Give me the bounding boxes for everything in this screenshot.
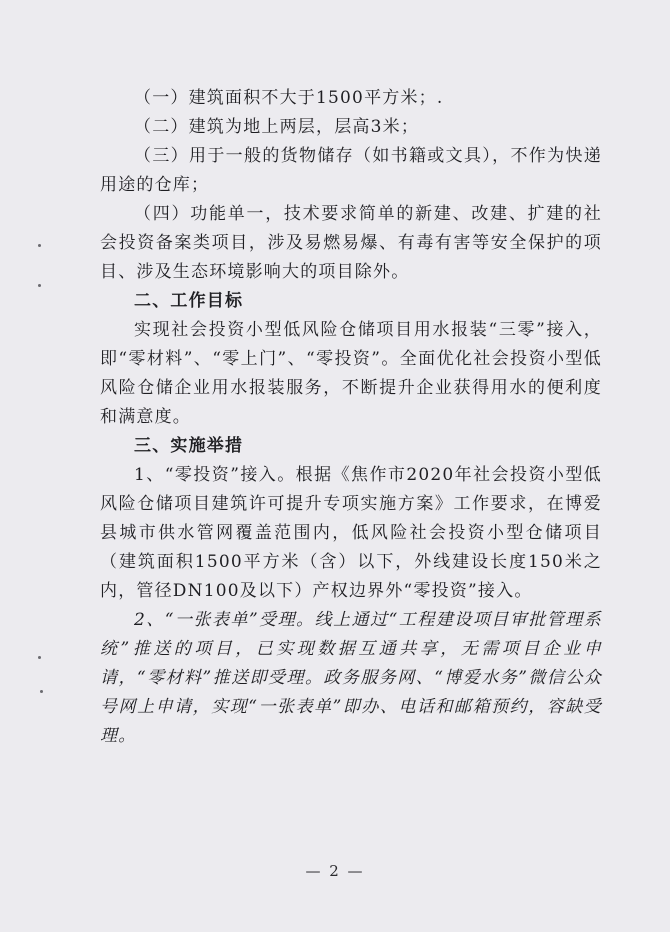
condition-2: （二）建筑为地上两层，层高3米； bbox=[134, 117, 420, 137]
section-body-goals: 实现社会投资小型低风险仓储项目用水报装“三零”接入，即“零材料”、“零上门”、“零投资”。全面优化社会投资小型低风险仓储企业用水报装服务，不断提升企业获得用水的便利度和满意度。 bbox=[100, 320, 602, 427]
section-heading-goals: 二、工作目标 bbox=[134, 291, 244, 311]
measure-item-2: 2、“一张表单”受理。线上通过“工程建设项目审批管理系统”推送的项目，已实现数据互通共享，无需项目企业申请，“零材料”推送即受理。政务服务网、“博爱水务”微信公众号网上申请，实现“一张表单”即办、电话和邮箱预约，容缺受理。 bbox=[100, 610, 602, 746]
scan-speck bbox=[38, 656, 41, 659]
scan-speck bbox=[38, 284, 41, 287]
condition-3: （三）用于一般的货物储存（如书籍或文具），不作为快递用途的仓库； bbox=[100, 146, 602, 195]
condition-4: （四）功能单一，技术要求简单的新建、改建、扩建的社会投资备案类项目，涉及易燃易爆、有毒有害等安全保护的项目、涉及生态环境影响大的项目除外。 bbox=[100, 204, 602, 282]
measure-item-1: 1、“零投资”接入。根据《焦作市2020年社会投资小型低风险仓储项目建筑许可提升专项实施方案》工作要求，在博爱县城市供水管网覆盖范围内，低风险社会投资小型仓储项目（建筑面积1500平方米（含）以下，外线建设长度150米之内，管径DN100及以下）产权边界外“零投资”接入。 bbox=[100, 465, 602, 601]
page-number: — 2 — bbox=[305, 862, 365, 880]
section-heading-measures: 三、实施举措 bbox=[134, 436, 244, 456]
scan-speck bbox=[38, 244, 41, 247]
condition-1: （一）建筑面积不大于1500平方米；. bbox=[134, 88, 444, 108]
scan-speck bbox=[40, 690, 43, 693]
